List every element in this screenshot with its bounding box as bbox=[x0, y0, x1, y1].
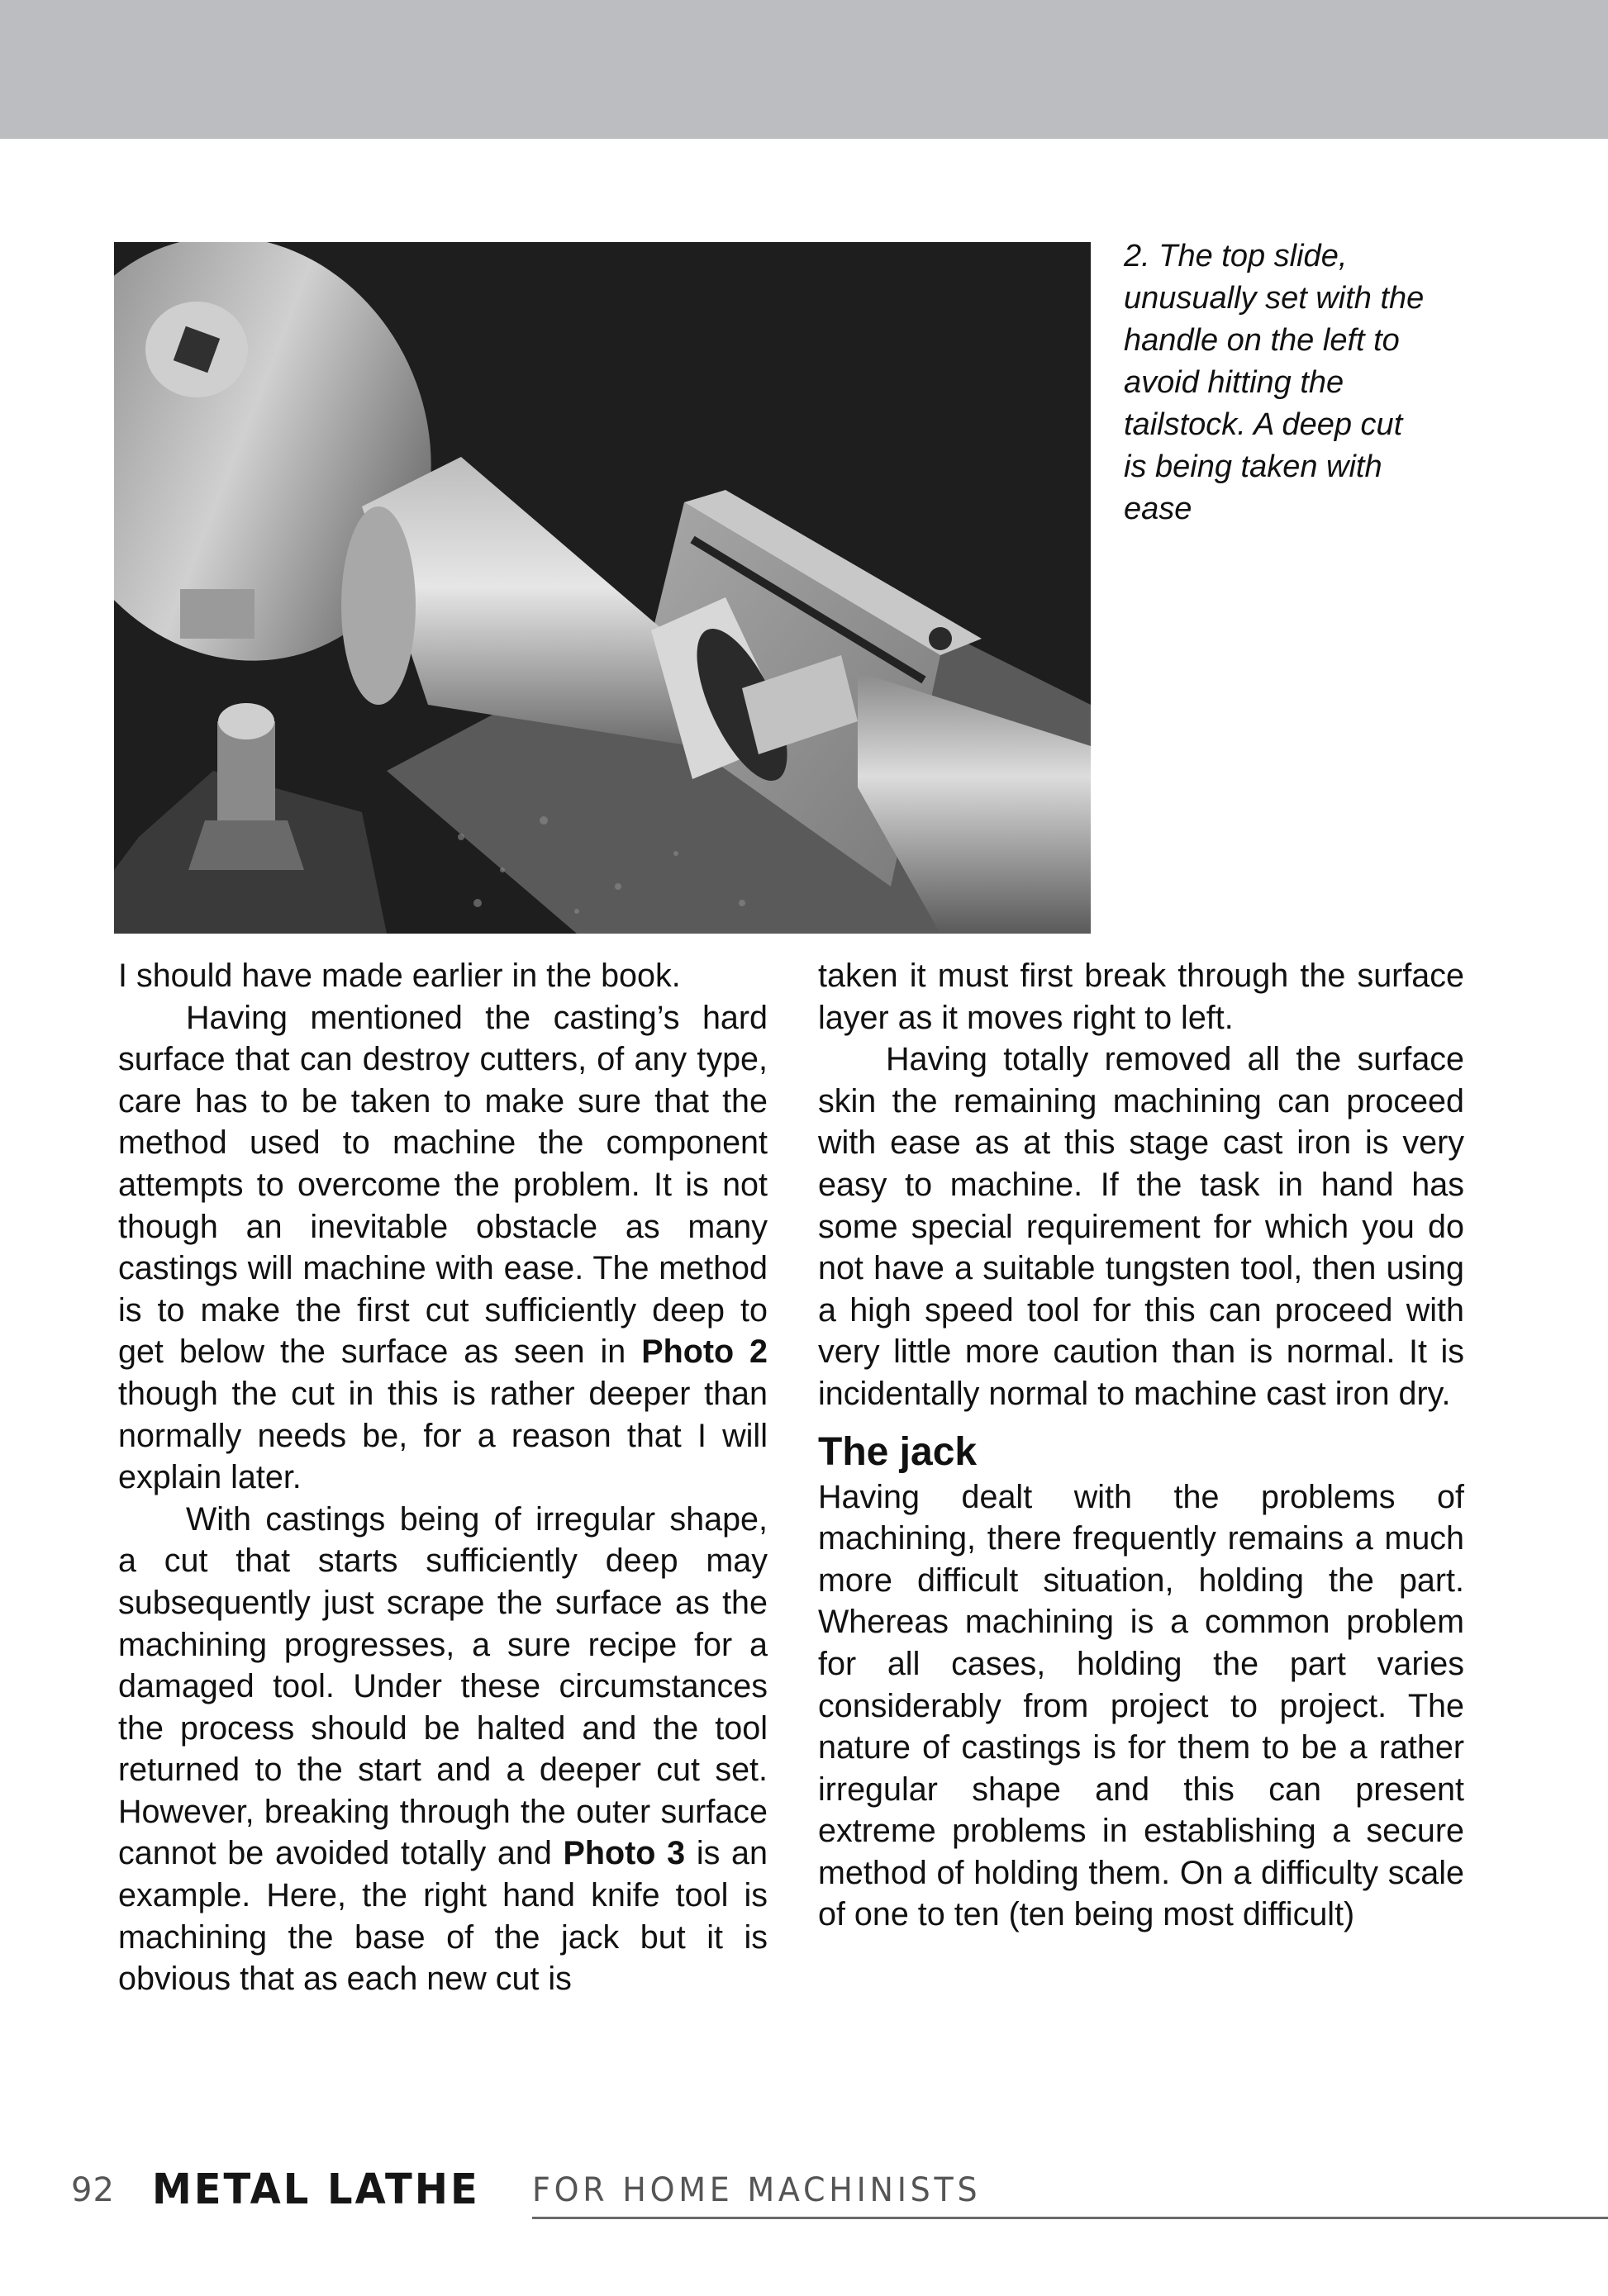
paragraph bbox=[118, 997, 768, 1499]
book-title-light: FOR HOME MACHINISTS bbox=[532, 2171, 982, 2209]
page-number: 92 bbox=[71, 2171, 115, 2209]
page-footer bbox=[71, 2165, 1608, 2231]
caption-line: handle on the left to bbox=[1124, 323, 1400, 358]
caption-line: avoid hitting the bbox=[1124, 365, 1344, 400]
caption-line: tailstock. A deep cut bbox=[1124, 407, 1403, 442]
lathe-photo-illustration bbox=[114, 242, 1091, 934]
caption-line: unusually set with the bbox=[1124, 281, 1425, 316]
paragraph: I should have made earlier in the book. bbox=[118, 958, 681, 994]
caption-line: is being taken with bbox=[1124, 449, 1382, 484]
right-column bbox=[818, 955, 1464, 1936]
text-run: Having mentioned the casting’s hard surface that can destroy cutters, of any type, care has to be taken to make sure that the method used to machine the component attempts to overcome the problem. It is not though an inevitable obstacle as many castings will machine with ease. The method is to make the first cut sufficiently deep to get below the surface as seen in bbox=[118, 999, 768, 1371]
text-run: though the cut in this is rather deeper than normally needs be, for a reason that I will explain later. bbox=[118, 1375, 768, 1496]
photo-reference: Photo 3 bbox=[563, 1835, 686, 1872]
paragraph: Having dealt with the problems of machining, there frequently remains a much more difficult situation, holding the part. Whereas machining is a common problem for all cases, holding the part varies considerably from project to project. The nature of castings is for them to be a rather irregular shape and this can present extreme problems in establishing a secure method of holding them. On a difficulty scale of one to ten (ten being most difficult) bbox=[818, 1478, 1464, 1933]
lathe-photo bbox=[114, 242, 1091, 934]
section-heading: The jack bbox=[818, 1429, 978, 1474]
text-run: is an example. Here, the right hand knife tool is machining the base of the jack but it is obvious that as each new cut is bbox=[118, 1835, 768, 1998]
footer-rule bbox=[532, 2217, 1608, 2219]
book-title-bold: METAL LATHE bbox=[152, 2165, 480, 2214]
caption-line: 2. The top slide, bbox=[1124, 239, 1348, 273]
photo-caption bbox=[1124, 235, 1487, 530]
header-band bbox=[0, 0, 1608, 139]
text-run: With castings being of irregular shape, a cut that starts sufficiently deep may subsequently just scrape the surface as the machining progresses, a sure recipe for a damaged tool. Under these circumstances the process should be halted and the tool returned to the start and a deeper cut set. However, breaking through the outer surface cannot be avoided totally and bbox=[118, 1500, 768, 1872]
caption-line: ease bbox=[1124, 492, 1192, 526]
photo-reference: Photo 2 bbox=[641, 1333, 768, 1371]
paragraph bbox=[118, 1499, 768, 2000]
paragraph: Having totally removed all the surface skin the remaining machining can proceed with ease as at this stage cast iron is very easy to machine. If the task in hand has some special requirement for which you do not have a suitable tungsten tool, then using a high speed tool for this can proceed with very little more caution than is normal. It is incidentally normal to machine cast iron dry. bbox=[818, 1041, 1464, 1412]
left-column bbox=[118, 955, 768, 2000]
paragraph: taken it must first break through the surface layer as it moves right to left. bbox=[818, 958, 1464, 1036]
